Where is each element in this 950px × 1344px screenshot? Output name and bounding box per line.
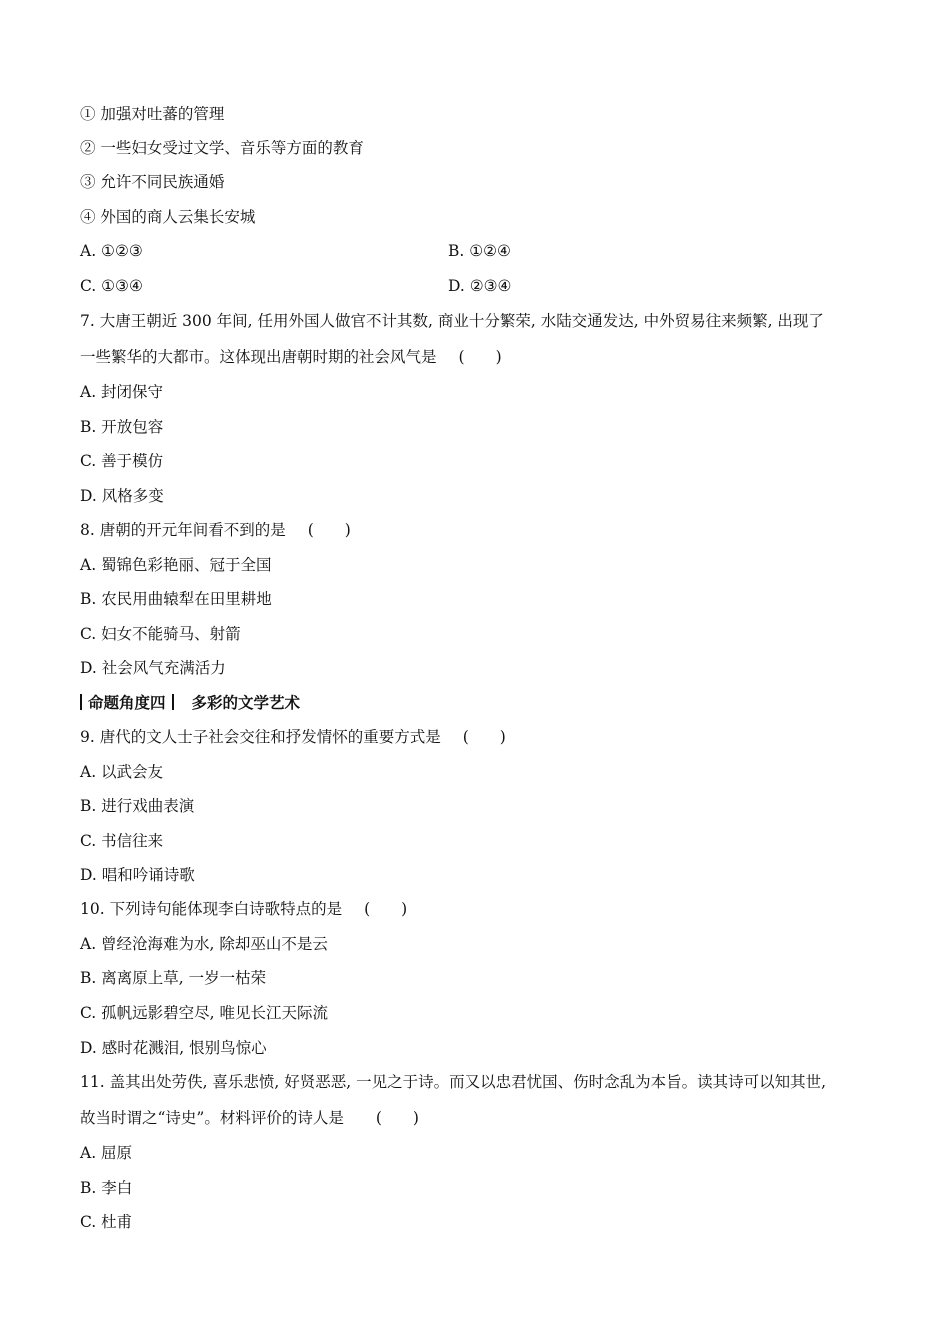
q6-item-2: ② 一些妇女受过文学、音乐等方面的教育 [80, 139, 364, 157]
q6-option-d: D. ②③④ [448, 277, 512, 295]
q11-stem-line-1: 11. 盖其出处劳佚, 喜乐悲愤, 好贤恶恶, 一见之于诗。而又以忠君忧国、伤时念乱为本旨。读其诗可以知其世, [80, 1073, 827, 1091]
q9-stem-text: 9. 唐代的文人士子社会交往和抒发情怀的重要方式是 [80, 728, 441, 746]
q8-option-c: C. 妇女不能骑马、射箭 [80, 625, 241, 643]
q8-stem-text: 8. 唐朝的开元年间看不到的是 [80, 521, 286, 539]
q10-option-d: D. 感时花溅泪, 恨别鸟惊心 [80, 1039, 267, 1057]
q6-option-b: B. ①②④ [448, 242, 511, 260]
q8-option-b: B. 农民用曲辕犁在田里耕地 [80, 590, 272, 608]
q7-stem-line-1: 7. 大唐王朝近 300 年间, 任用外国人做官不计其数, 商业十分繁荣, 水陆交通发达, 中外贸易往来频繁, 出现了 [80, 312, 824, 330]
q7-stem-text: 一些繁华的大都市。这体现出唐朝时期的社会风气是 [80, 348, 437, 366]
q10-stem [80, 899, 880, 919]
q9-option-d: D. 唱和吟诵诗歌 [80, 866, 195, 884]
section-heading [80, 693, 300, 713]
q9-option-c: C. 书信往来 [80, 832, 164, 850]
q7-option-d: D. 风格多变 [80, 487, 164, 505]
q6-item-1: ① 加强对吐蕃的管理 [80, 105, 225, 123]
q11-stem-line-2 [80, 1108, 880, 1128]
q6-option-c: C. ①③④ [80, 277, 143, 295]
q10-option-b: B. 离离原上草, 一岁一枯荣 [80, 969, 267, 987]
section-bar-left [80, 694, 82, 710]
q7-option-a: A. 封闭保守 [80, 383, 164, 401]
q10-option-a: A. 曾经沧海难为水, 除却巫山不是云 [80, 935, 328, 953]
q11-option-c: C. 杜甫 [80, 1213, 133, 1231]
q6-item-3: ③ 允许不同民族通婚 [80, 173, 225, 191]
q11-answer-paren: ( ) [375, 1109, 419, 1127]
q9-option-a: A. 以武会友 [80, 763, 164, 781]
q8-answer-paren: ( ) [307, 521, 351, 539]
section-label: 命题角度四 [88, 694, 166, 712]
q6-option-a: A. ①②③ [80, 242, 143, 260]
q10-answer-paren: ( ) [364, 900, 408, 918]
q7-answer-paren: ( ) [458, 348, 502, 366]
q7-option-c: C. 善于模仿 [80, 452, 164, 470]
q10-option-c: C. 孤帆远影碧空尽, 唯见长江天际流 [80, 1004, 329, 1022]
section-bar-right [172, 694, 174, 710]
q6-options-row-1 [80, 241, 880, 261]
q11-option-a: A. 屈原 [80, 1144, 133, 1162]
q10-stem-text: 10. 下列诗句能体现李白诗歌特点的是 [80, 900, 343, 918]
q7-stem-line-2 [80, 347, 880, 367]
q11-stem-text: 故当时谓之“诗史”。材料评价的诗人是 [80, 1109, 344, 1127]
section-title: 多彩的文学艺术 [191, 694, 301, 712]
q8-option-a: A. 蜀锦色彩艳丽、冠于全国 [80, 556, 272, 574]
q9-stem [80, 727, 880, 747]
q9-option-b: B. 进行戏曲表演 [80, 797, 195, 815]
q8-stem [80, 520, 880, 540]
q6-options-row-2 [80, 276, 880, 296]
q8-option-d: D. 社会风气充满活力 [80, 659, 226, 677]
q11-option-b: B. 李白 [80, 1179, 133, 1197]
q6-item-4: ④ 外国的商人云集长安城 [80, 208, 256, 226]
q9-answer-paren: ( ) [462, 728, 506, 746]
q7-option-b: B. 开放包容 [80, 418, 164, 436]
